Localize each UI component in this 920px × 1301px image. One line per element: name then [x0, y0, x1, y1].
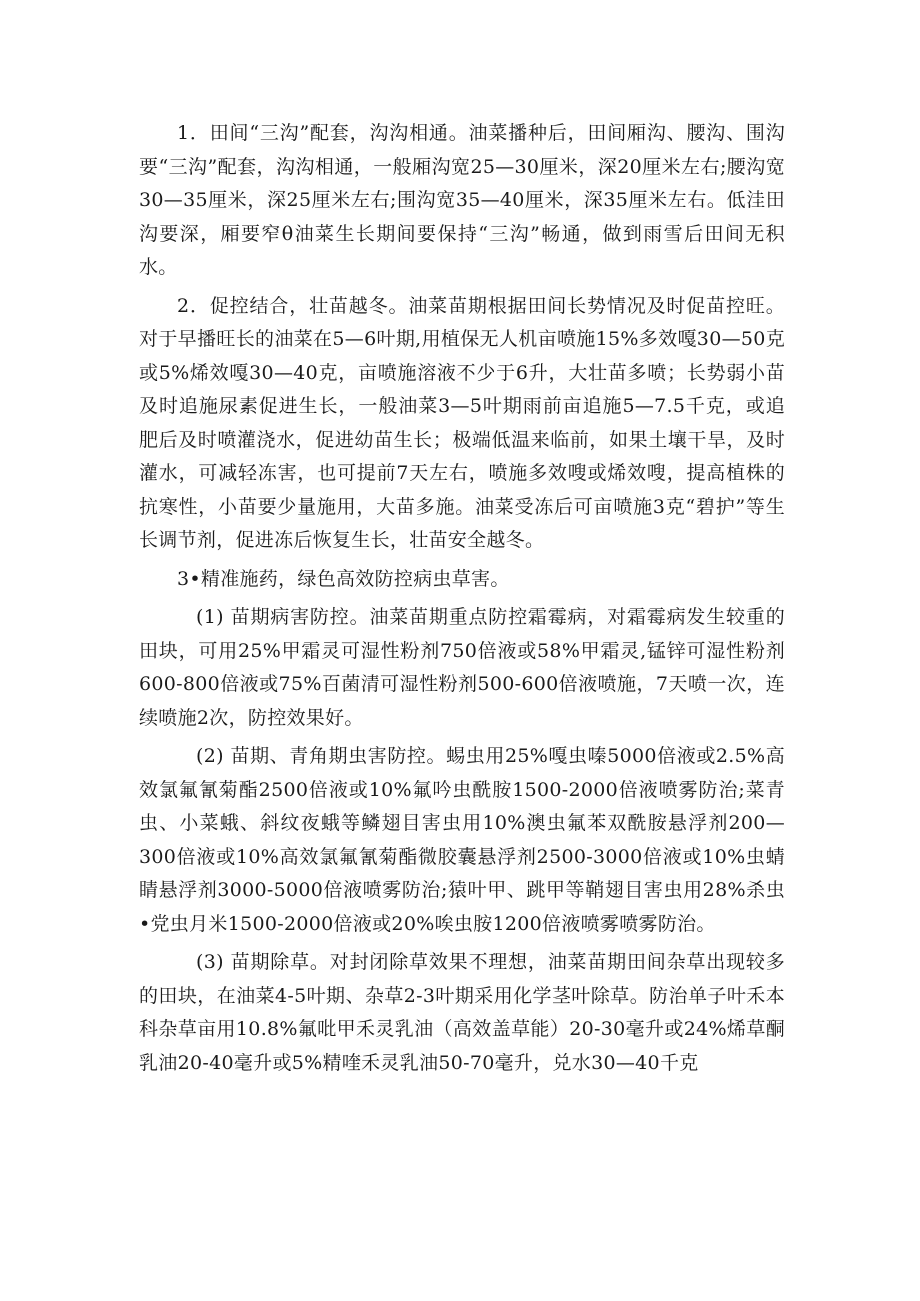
- paragraph-field-ditches: 1．田间“三沟”配套，沟沟相通。油菜播种后，田间厢沟、腰沟、围沟要“三沟”配套，沟沟相通，一般厢沟宽25—30厘米，深20厘米左右;腰沟宽30—35厘米，深25厘米左右;围沟宽35—40厘米，深35厘米左右。低洼田沟要深，厢要窄θ油菜生长期间要保持“三沟”畅通，做到雨雪后田间无积水。: [139, 122, 785, 278]
- paragraph-insect-control: (2) 苗期、青角期虫害防控。蜴虫用25%嘎虫嗪5000倍液或2.5%高效氯氟氰菊酯2500倍液或10%氟吟虫酰胺1500-2000倍液喷雾防治;菜青虫、小菜蛾、斜纹夜蛾等鳞翅目害虫用10%澳虫氟苯双酰胺悬浮剂200—300倍液或10%高效氯氟氰菊酯微胶囊悬浮剂2500-3000倍液或10%虫蜻睛悬浮剂3000-5000倍液喷雾防治;猿叶甲、跳甲等鞘翅目害虫用28%杀虫•党虫月米1500-2000倍液或20%唉虫胺1200倍液喷雾喷雾防治。: [139, 745, 785, 935]
- document-body: [139, 117, 785, 1085]
- paragraph-seedling-control: 2．促控结合，壮苗越冬。油菜苗期根据田间长势情况及时促苗控旺。对于早播旺长的油菜在5—6叶期,用植保无人机亩喷施15%多效嘎30—50克或5%烯效嘎30—40克，亩喷施溶液不少于6升，大壮苗多喷；长势弱小苗及时追施尿素促进生长，一般油菜3—5叶期雨前亩追施5—7.5千克，或追肥后及时喷灌浇水，促进幼苗生长；极端低温来临前，如果土壤干旱，及时灌水，可减轻冻害，也可提前7天左右，喷施多效嗖或烯效嗖，提高植株的抗寒性，小苗要少量施用，大苗多施。油菜受冻后可亩喷施3克“碧护”等生长调节剂，促进冻后恢复生长，壮苗安全越冬。: [139, 294, 785, 551]
- paragraph-disease-control: (1) 苗期病害防控。油菜苗期重点防控霜霉病，对霜霉病发生较重的田块，可用25%甲霜灵可湿性粉剂750倍液或58%甲霜灵,锰锌可湿性粉剂600-800倍液或75%百菌清可湿性粉剂500-600倍液喷施，7天喷一次，连续喷施2次，防控效果好。: [139, 606, 785, 729]
- paragraph-weed-control: (3) 苗期除草。对封闭除草效果不理想，油菜苗期田间杂草出现较多的田块，在油菜4-5叶期、杂草2-3叶期采用化学茎叶除草。防治单子叶禾本科杂草亩用10.8%氟吡甲禾灵乳油（高效盖草能）20-30毫升或24%烯草酮乳油20-40毫升或5%精喹禾灵乳油50-70毫升，兑水30—40千克: [139, 951, 785, 1074]
- paragraph-pest-control-heading: 3•精准施药，绿色高效防控病虫草害。: [177, 567, 510, 590]
